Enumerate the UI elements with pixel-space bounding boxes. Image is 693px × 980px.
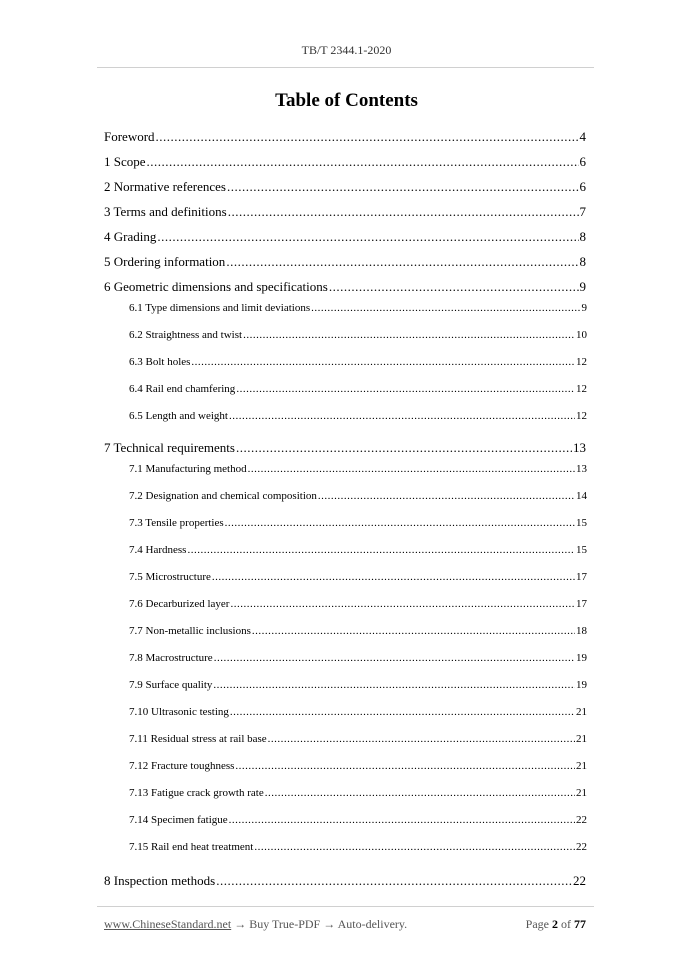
toc-page-number: 22	[576, 814, 587, 826]
toc-entry-grading[interactable]	[104, 229, 586, 245]
toc-entry-label: 7.6 Decarburized layer	[129, 598, 230, 610]
toc-entry-ordering-information[interactable]	[104, 254, 586, 270]
toc-page-number: 13	[576, 463, 587, 475]
toc-page-number: 21	[576, 733, 587, 745]
toc-page-number: 19	[576, 652, 587, 664]
toc-page-number: 21	[576, 787, 587, 799]
toc-leader-dots	[236, 440, 572, 456]
toc-page-number: 9	[579, 279, 586, 294]
toc-leader-dots	[225, 517, 575, 529]
toc-entry-label: 5 Ordering information	[104, 254, 226, 269]
toc-entry-6-4[interactable]	[129, 383, 587, 395]
toc-leader-dots	[157, 229, 578, 245]
toc-leader-dots	[147, 154, 579, 170]
toc-page-number: 21	[576, 760, 587, 772]
toc-entry-label: 7.2 Designation and chemical composition	[129, 490, 317, 502]
toc-leader-dots	[248, 463, 575, 475]
toc-entry-label: 6.3 Bolt holes	[129, 356, 191, 368]
page-label: Page	[525, 917, 549, 931]
toc-page-number: 8	[579, 229, 586, 244]
toc-entry-7-14[interactable]	[129, 814, 587, 826]
toc-entry-6-3[interactable]	[129, 356, 587, 368]
toc-entry-label: 3 Terms and definitions	[104, 204, 227, 219]
auto-delivery-text: Auto-delivery.	[337, 917, 408, 931]
toc-entry-label: 7.1 Manufacturing method	[129, 463, 247, 475]
toc-entry-label: 7.5 Microstructure	[129, 571, 211, 583]
toc-entry-label: 6 Geometric dimensions and specifications	[104, 279, 328, 294]
toc-entry-inspection-methods[interactable]	[104, 873, 586, 889]
toc-leader-dots	[243, 329, 575, 341]
toc-entry-7-9[interactable]	[129, 679, 587, 691]
toc-page-number: 21	[576, 706, 587, 718]
toc-entry-6-2[interactable]	[129, 329, 587, 341]
toc-entry-label: 7.3 Tensile properties	[129, 517, 224, 529]
toc-page-number: 19	[576, 679, 587, 691]
toc-entry-label: 4 Grading	[104, 229, 157, 244]
toc-page-number: 13	[573, 440, 586, 455]
toc-leader-dots	[254, 841, 575, 853]
toc-entry-label: Foreword	[104, 129, 155, 144]
toc-page-number: 9	[581, 302, 587, 314]
total-pages-number: 77	[574, 917, 586, 931]
toc-page-number: 17	[576, 571, 587, 583]
toc-leader-dots	[229, 410, 575, 422]
toc-entry-label: 7.7 Non-metallic inclusions	[129, 625, 251, 637]
toc-page-number: 14	[576, 490, 587, 502]
toc-leader-dots	[329, 279, 579, 295]
toc-entry-7-6[interactable]	[129, 598, 587, 610]
toc-entry-label: 7.9 Surface quality	[129, 679, 213, 691]
toc-entry-scope[interactable]	[104, 154, 586, 170]
toc-entry-7-4[interactable]	[129, 544, 587, 556]
toc-leader-dots	[265, 787, 575, 799]
toc-entry-normative-references[interactable]	[104, 179, 586, 195]
toc-page-number: 8	[579, 254, 586, 269]
toc-leader-dots	[213, 679, 575, 691]
toc-leader-dots	[230, 598, 575, 610]
toc-entry-7-1[interactable]	[129, 463, 587, 475]
toc-leader-dots	[191, 356, 575, 368]
toc-entry-label: 7.8 Macrostructure	[129, 652, 213, 664]
toc-entry-7-15[interactable]	[129, 841, 587, 853]
toc-entry-label: 6.5 Length and weight	[129, 410, 228, 422]
toc-entry-7-5[interactable]	[129, 571, 587, 583]
toc-page-number: 22	[576, 841, 587, 853]
toc-leader-dots	[226, 254, 578, 270]
page-header: TB/T 2344.1-2020	[301, 43, 392, 57]
toc-leader-dots	[230, 706, 575, 718]
page-indicator	[526, 917, 586, 932]
header-divider	[97, 67, 594, 68]
toc-entry-6-1[interactable]	[129, 302, 587, 314]
arrow-icon: →	[234, 917, 247, 931]
toc-leader-dots	[187, 544, 575, 556]
buy-true-pdf-text: Buy True-PDF	[249, 917, 321, 931]
website-link[interactable]: www.ChineseStandard.net	[104, 917, 232, 931]
toc-entry-7-10[interactable]	[129, 706, 587, 718]
toc-entry-label: 7.10 Ultrasonic testing	[129, 706, 229, 718]
toc-page-number: 15	[576, 517, 587, 529]
toc-entry-7-11[interactable]	[129, 733, 587, 745]
toc-leader-dots	[156, 129, 579, 145]
toc-leader-dots	[236, 383, 575, 395]
page-title: Table of Contents	[275, 90, 418, 111]
footer-divider	[97, 906, 594, 907]
toc-page-number: 6	[579, 154, 586, 169]
toc-entry-foreword[interactable]	[104, 129, 586, 145]
toc-entry-label: 1 Scope	[104, 154, 146, 169]
toc-page-number: 10	[576, 329, 587, 341]
toc-entry-label: 7.11 Residual stress at rail base	[129, 733, 267, 745]
toc-leader-dots	[214, 652, 575, 664]
toc-leader-dots	[227, 179, 579, 195]
toc-entry-label: 7.13 Fatigue crack growth rate	[129, 787, 264, 799]
toc-entry-geometric-dimensions[interactable]	[104, 279, 586, 295]
toc-leader-dots	[216, 873, 572, 889]
toc-page-number: 12	[576, 383, 587, 395]
toc-page-number: 15	[576, 544, 587, 556]
toc-entry-label: 7.15 Rail end heat treatment	[129, 841, 254, 853]
toc-leader-dots	[229, 814, 575, 826]
toc-entry-label: 6.4 Rail end chamfering	[129, 383, 236, 395]
toc-leader-dots	[235, 760, 575, 772]
toc-entry-7-8[interactable]	[129, 652, 587, 664]
toc-entry-label: 7.12 Fracture toughness	[129, 760, 235, 772]
footer-promo	[104, 917, 407, 932]
toc-entry-7-7[interactable]	[129, 625, 587, 637]
toc-leader-dots	[212, 571, 575, 583]
toc-page-number: 6	[579, 179, 586, 194]
arrow-icon: →	[323, 917, 336, 931]
toc-page-number: 18	[576, 625, 587, 637]
toc-leader-dots	[268, 733, 575, 745]
toc-page-number: 17	[576, 598, 587, 610]
current-page-number: 2	[552, 917, 558, 931]
toc-page-number: 12	[576, 356, 587, 368]
toc-leader-dots	[228, 204, 579, 220]
toc-entry-label: 7.4 Hardness	[129, 544, 187, 556]
toc-entry-technical-requirements[interactable]	[104, 440, 586, 456]
toc-leader-dots	[311, 302, 580, 314]
toc-entry-label: 7.14 Specimen fatigue	[129, 814, 228, 826]
toc-entry-label: 2 Normative references	[104, 179, 226, 194]
toc-entry-label: 6.1 Type dimensions and limit deviations	[129, 302, 311, 314]
toc-entry-7-12[interactable]	[129, 760, 587, 772]
toc-entry-7-2[interactable]	[129, 490, 587, 502]
toc-entry-6-5[interactable]	[129, 410, 587, 422]
toc-page-number: 12	[576, 410, 587, 422]
toc-entry-label: 7 Technical requirements	[104, 440, 235, 455]
toc-page-number: 7	[579, 204, 586, 219]
toc-leader-dots	[318, 490, 575, 502]
page-of-label: of	[561, 917, 571, 931]
toc-page-number: 4	[579, 129, 586, 144]
toc-leader-dots	[252, 625, 575, 637]
toc-entry-label: 6.2 Straightness and twist	[129, 329, 243, 341]
toc-entry-label: 8 Inspection methods	[104, 873, 216, 888]
toc-entry-7-13[interactable]	[129, 787, 587, 799]
toc-page-number: 22	[573, 873, 586, 888]
toc-entry-terms-definitions[interactable]	[104, 204, 586, 220]
toc-entry-7-3[interactable]	[129, 517, 587, 529]
